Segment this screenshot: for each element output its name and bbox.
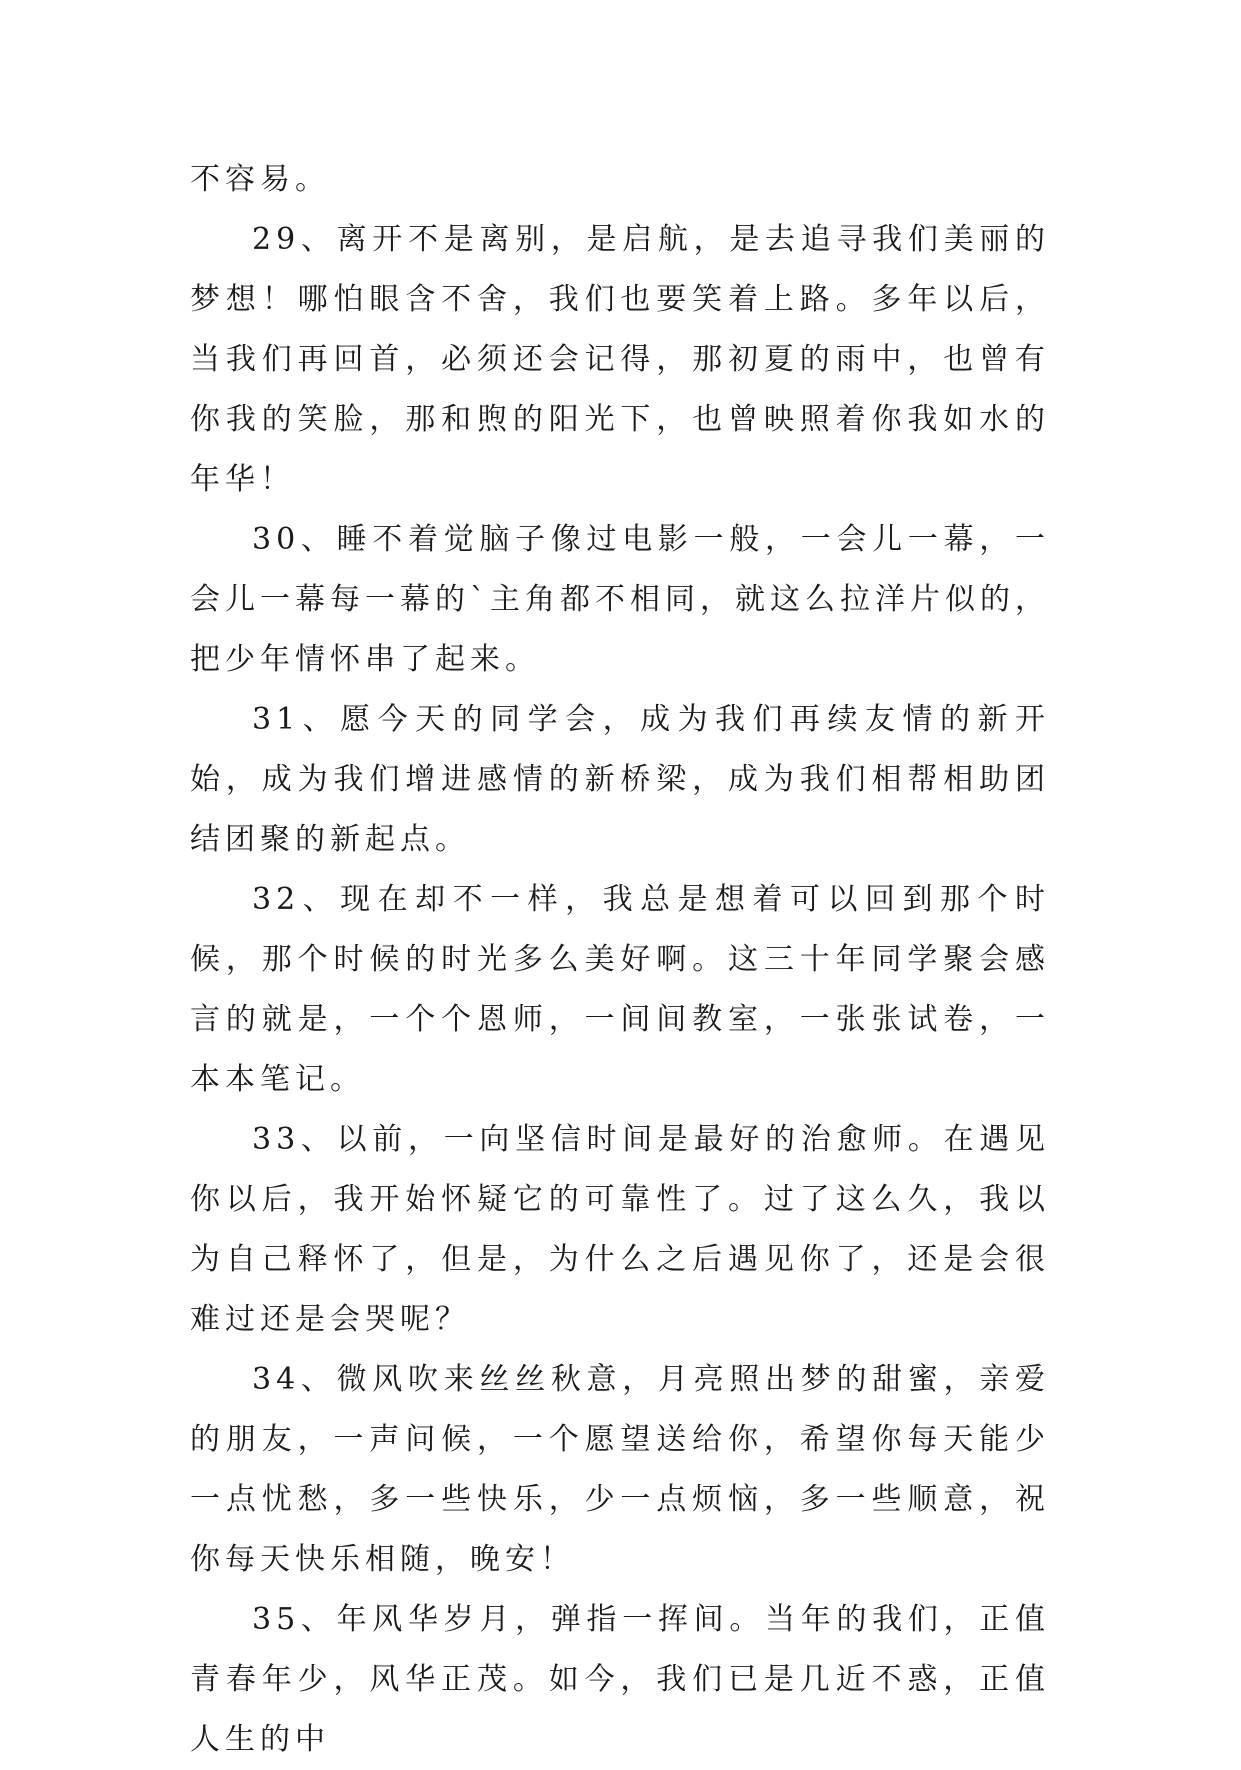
paragraph-34: 34、微风吹来丝丝秋意，月亮照出梦的甜蜜，亲爱的朋友，一声问候，一个愿望送给你，希望你每天能少一点忧愁，多一些快乐，少一点烦恼，多一些顺意，祝你每天快乐相随，晚安！ [190, 1362, 1050, 1577]
paragraph-33: 33、以前，一向坚信时间是最好的治愈师。在遇见你以后，我开始怀疑它的可靠性了。过了这么久，我以为自己释怀了，但是，为什么之后遇见你了，还是会很难过还是会哭呢？ [190, 1122, 1050, 1337]
paragraph-35: 35、年风华岁月，弹指一挥间。当年的我们，正值青春年少，风华正茂。如今，我们已是几近不惑，正值人生的中 [190, 1602, 1050, 1757]
paragraph-32: 32、现在却不一样，我总是想着可以回到那个时候，那个时候的时光多么美好啊。这三十年同学聚会感言的就是，一个个恩师，一间间教室，一张张试卷，一本本笔记。 [190, 882, 1050, 1097]
paragraph-continuation: 不容易。 [190, 162, 330, 197]
paragraph-31: 31、愿今天的同学会，成为我们再续友情的新开始，成为我们增进感情的新桥梁，成为我们相帮相助团结团聚的新起点。 [190, 702, 1050, 857]
document-page [190, 150, 1050, 1770]
paragraph-29: 29、离开不是离别，是启航，是去追寻我们美丽的梦想！哪怕眼含不舍，我们也要笑着上路。多年以后，当我们再回首，必须还会记得，那初夏的雨中，也曾有你我的笑脸，那和煦的阳光下，也曾映照着你我如水的年华！ [190, 222, 1050, 497]
paragraph-30: 30、睡不着觉脑子像过电影一般，一会儿一幕，一会儿一幕每一幕的`主角都不相同，就这么拉洋片似的，把少年情怀串了起来。 [190, 522, 1050, 677]
